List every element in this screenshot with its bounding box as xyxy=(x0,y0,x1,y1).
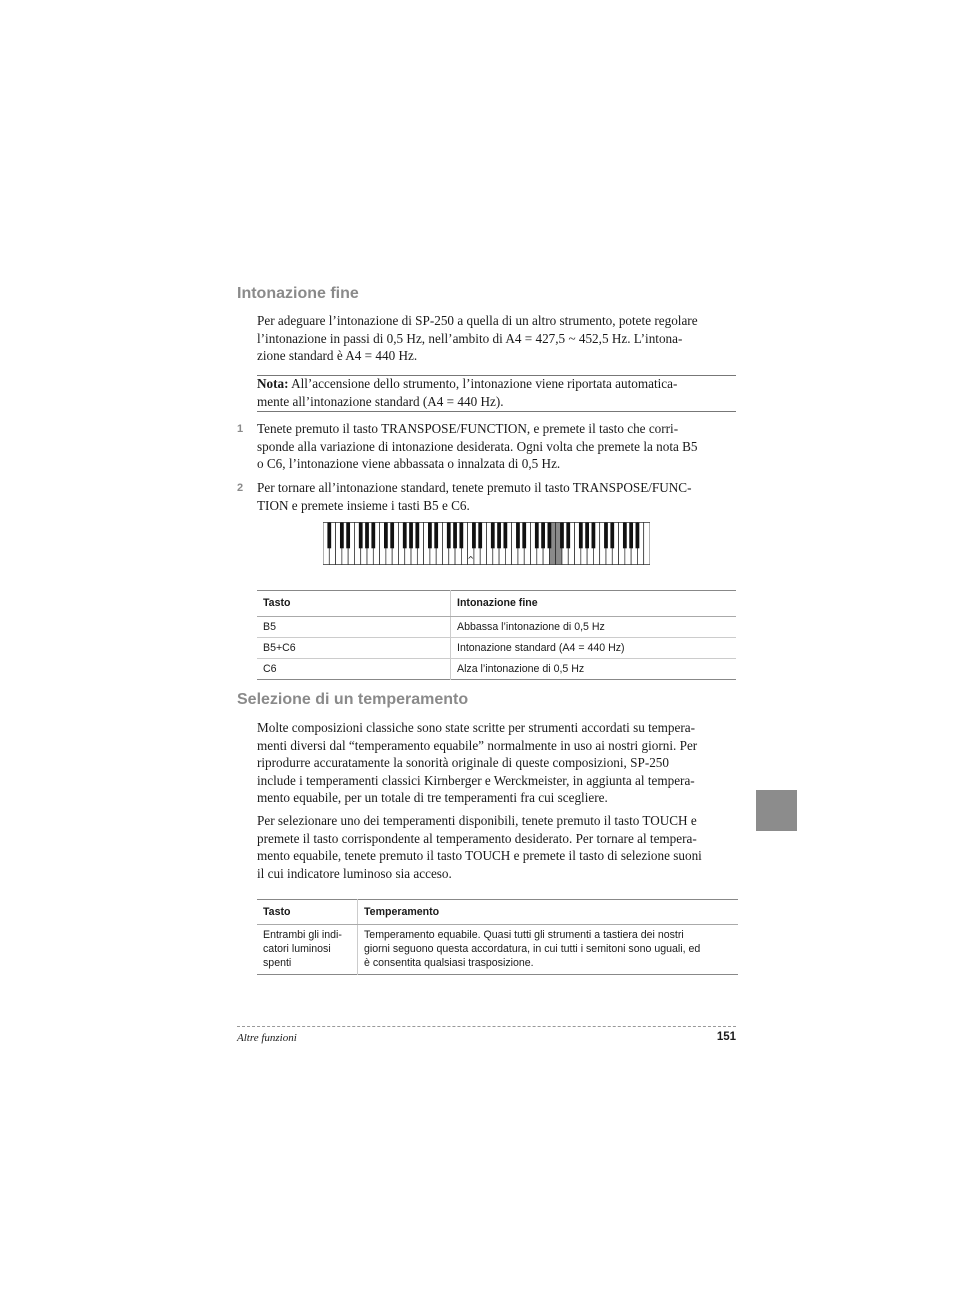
middle-c-marker: ^ xyxy=(467,555,475,564)
table-cell: B5 xyxy=(257,617,451,638)
black-key xyxy=(522,523,526,549)
step-1-text xyxy=(257,420,736,473)
white-key-C8 xyxy=(644,523,650,565)
black-key xyxy=(428,523,432,549)
note-paragraph xyxy=(257,375,736,410)
table-header-row xyxy=(257,591,736,617)
text-line: mento equabile, tenete premuto il tasto TOUCH e premete il tasto di selezione suoni xyxy=(257,848,702,863)
table-cell: Intonazione standard (A4 = 440 Hz) xyxy=(451,638,737,659)
table-cell: Alza l’intonazione di 0,5 Hz xyxy=(451,659,737,680)
black-key xyxy=(409,523,413,549)
black-key xyxy=(346,523,350,549)
footer-section-name: Altre funzioni xyxy=(237,1032,297,1044)
table-header-cell: Intonazione fine xyxy=(451,591,737,617)
black-key xyxy=(491,523,495,549)
page-number: 151 xyxy=(716,1031,736,1043)
intonation-table xyxy=(257,590,736,680)
text-line: menti diversi dal “temperamento equabile” normalmente in uso ai nostri giorni. Per xyxy=(257,737,698,753)
black-key xyxy=(472,523,476,549)
table-cell: C6 xyxy=(257,659,451,680)
black-key xyxy=(327,523,331,549)
note-label: Nota: xyxy=(257,376,289,391)
text-line: Entrambi gli indi- xyxy=(263,929,342,941)
text-line: include i temperamenti classici Kirnberger e Werckmeister, in aggiunta al tempera- xyxy=(257,772,695,788)
section-heading-intonazione: Intonazione fine xyxy=(237,285,359,302)
temperament-paragraph-1 xyxy=(257,719,736,807)
table-row xyxy=(257,638,736,659)
text-line: Per adeguare l’intonazione di SP-250 a quella di un altro strumento, potete regolare xyxy=(257,313,698,328)
black-key xyxy=(459,523,463,549)
table-cell: B5+C6 xyxy=(257,638,451,659)
step-number: 2 xyxy=(237,482,244,494)
text-line: giorni seguono questa accordatura, in cui tutti i semitoni sono uguali, ed xyxy=(364,943,701,955)
black-key xyxy=(434,523,438,549)
black-key xyxy=(340,523,344,549)
black-key xyxy=(497,523,501,549)
black-key xyxy=(453,523,457,549)
table-cell: Abbassa l’intonazione di 0,5 Hz xyxy=(451,617,737,638)
table-header-row xyxy=(257,900,738,925)
table-row xyxy=(257,925,738,975)
intro-paragraph xyxy=(257,312,736,365)
black-key xyxy=(359,523,363,549)
black-key xyxy=(610,523,614,549)
text-line: mento equabile, per un totale di tre temperamenti fra cui scegliere. xyxy=(257,790,608,805)
text-line: Tenete premuto il tasto TRANSPOSE/FUNCTION, e premete il tasto che corri- xyxy=(257,421,679,436)
table-row xyxy=(257,659,736,680)
section-heading-temperamento: Selezione di un temperamento xyxy=(237,691,469,708)
black-key xyxy=(403,523,407,549)
black-key xyxy=(415,523,419,549)
table-cell xyxy=(358,925,739,975)
black-key xyxy=(503,523,507,549)
text-line: spenti xyxy=(263,957,292,969)
table-row xyxy=(257,617,736,638)
black-key xyxy=(592,523,596,549)
text-line: mente all’intonazione standard (A4 = 440 Hz). xyxy=(257,393,504,409)
black-key xyxy=(585,523,589,549)
black-key xyxy=(516,523,520,549)
black-key xyxy=(636,523,640,549)
black-key xyxy=(604,523,608,549)
text-line: catori luminosi xyxy=(263,943,331,955)
text-line: Temperamento equabile. Quasi tutti gli strumenti a tastiera dei nostri xyxy=(364,929,684,941)
black-key xyxy=(541,523,545,549)
table-cell xyxy=(257,925,358,975)
black-key xyxy=(548,523,552,549)
text-line: Per selezionare uno dei temperamenti disponibili, tenete premuto il tasto TOUCH e xyxy=(257,813,697,828)
black-key xyxy=(579,523,583,549)
piano-keyboard-diagram xyxy=(323,522,650,565)
step-2-text xyxy=(257,479,736,514)
table-header-cell: Tasto xyxy=(257,591,451,617)
text-line: o C6, l’intonazione viene abbassata o innalzata di 0,5 Hz. xyxy=(257,456,561,471)
black-key xyxy=(365,523,369,549)
text-line: sponde alla variazione di intonazione desiderata. Ogni volta che premete la nota B5 xyxy=(257,438,698,454)
text-line: All’accensione dello strumento, l’intonazione viene riportata automatica- xyxy=(288,376,678,391)
text-line: riprodurre accuratamente la sonorità originale di queste composizioni, SP-250 xyxy=(257,755,669,770)
footer-divider xyxy=(237,1026,736,1027)
temperament-table xyxy=(257,899,738,975)
table-header-cell: Temperamento xyxy=(358,900,739,925)
note-bottom-rule xyxy=(257,411,736,412)
text-line: Per tornare all’intonazione standard, tenete premuto il tasto TRANSPOSE/FUNC- xyxy=(257,480,692,495)
black-key xyxy=(384,523,388,549)
black-key xyxy=(371,523,375,549)
temperament-paragraph-2 xyxy=(257,812,736,882)
black-key xyxy=(629,523,633,549)
text-line: Molte composizioni classiche sono state scritte per strumenti accordati su tempera- xyxy=(257,720,695,735)
text-line: TION e premete insieme i tasti B5 e C6. xyxy=(257,497,470,513)
text-line: zione standard è A4 = 440 Hz. xyxy=(257,348,418,363)
black-key xyxy=(478,523,482,549)
text-line: l’intonazione in passi di 0,5 Hz, nell’ambito di A4 = 427,5 ~ 452,5 Hz. L’intona- xyxy=(257,330,683,346)
table-header-cell: Tasto xyxy=(257,900,358,925)
chapter-tab-marker xyxy=(756,790,797,831)
black-key xyxy=(390,523,394,549)
text-line: premete il tasto corrispondente al temperamento desiderato. Per tornare al tempera- xyxy=(257,830,697,846)
text-line: il cui indicatore luminoso sia acceso. xyxy=(257,865,452,881)
black-key xyxy=(623,523,627,549)
black-key xyxy=(447,523,451,549)
black-key xyxy=(560,523,564,549)
black-key xyxy=(566,523,570,549)
text-line: è consentita qualsiasi trasposizione. xyxy=(364,957,534,969)
step-number: 1 xyxy=(237,423,244,435)
black-key xyxy=(535,523,539,549)
